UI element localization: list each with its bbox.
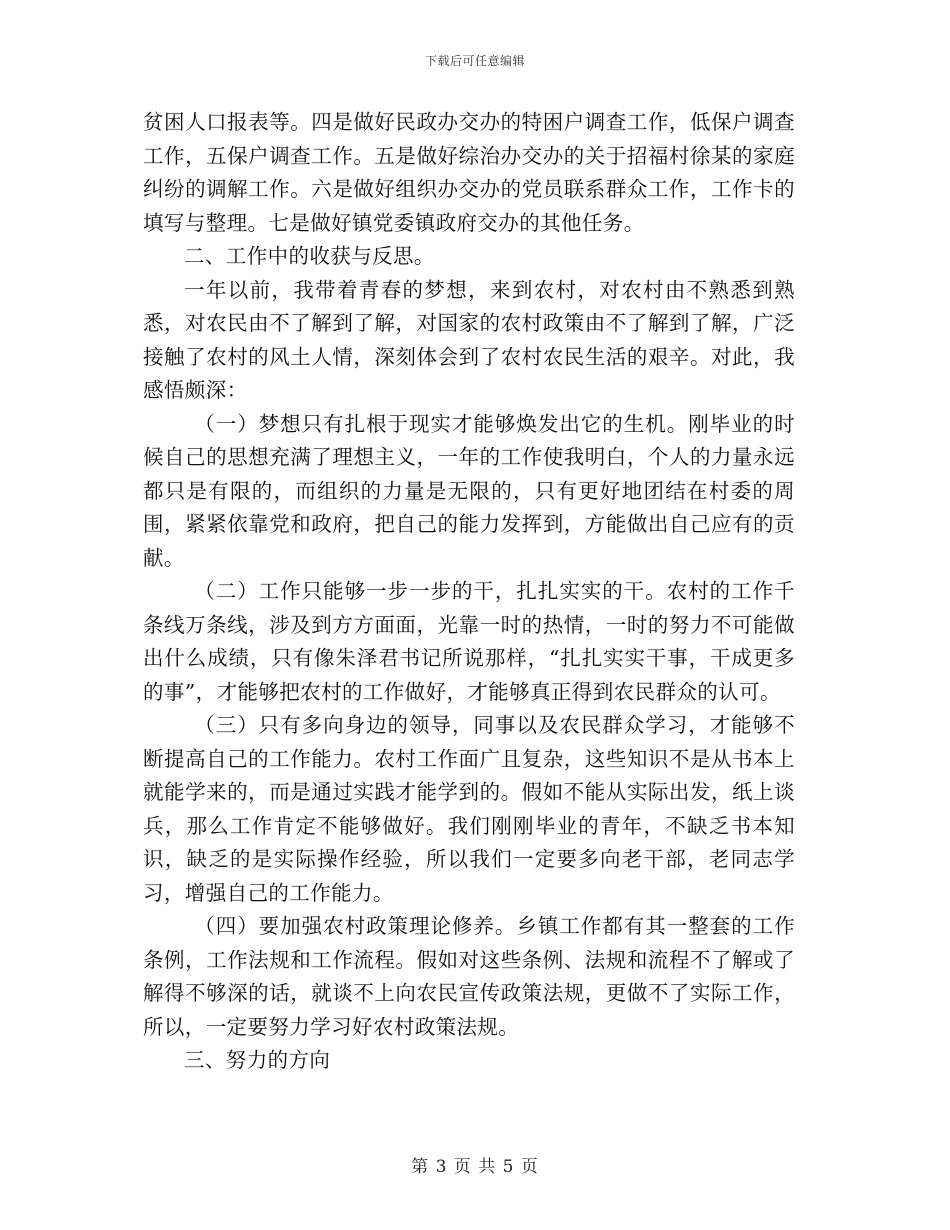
page-header: 下载后可任意编辑 [424, 54, 525, 68]
document-body [143, 106, 795, 1078]
paragraph-item-4: （四）要加强农村政策理论修养。乡镇工作都有其一整套的工作条例，工作法规和工作流程。假如对这些条例、法规和流程不了解或了解得不够深的话，就谈不上向农民宣传政策法规，更做不了实际工作，所以，一定要努力学习好农村政策法规。 [143, 914, 795, 1039]
page-number: 第 3 页 共 5 页 [411, 1157, 539, 1177]
paragraph-3: 一年以前，我带着青春的梦想，来到农村，对农村由不熟悉到熟悉，对农民由不了解到了解，对国家的农村政策由不了解到了解，广泛接触了农村的风土人情，深刻体会到了农村农民生活的艰辛。对此，我感悟颇深： [143, 277, 795, 402]
paragraph-item-2: （二）工作只能够一步一步的干，扎扎实实的干。农村的工作千条线万条线，涉及到方方面面，光靠一时的热情，一时的努力不可能做出什么成绩，只有像朱泽君书记所说那样，“扎扎实实干事，干成更多的事”，才能够把农村的工作做好，才能够真正得到农民群众的认可。 [143, 579, 795, 704]
paragraph-item-3: （三）只有多向身边的领导，同事以及农民群众学习，才能够不断提高自己的工作能力。农村工作面广且复杂，这些知识不是从书本上就能学来的，而是通过实践才能学到的。假如不能从实际出发，纸上谈兵，那么工作肯定不能够做好。我们刚刚毕业的青年，不缺乏书本知识，缺乏的是实际操作经验，所以我们一定要多向老干部，老同志学习，增强自己的工作能力。 [143, 713, 795, 905]
paragraph-item-1: （一）梦想只有扎根于现实才能够焕发出它的生机。刚毕业的时候自己的思想充满了理想主义，一年的工作使我明白，个人的力量永远都只是有限的，而组织的力量是无限的，只有更好地团结在村委的周围，紧紧依靠党和政府，把自己的能力发挥到，方能做出自己应有的贡献。 [143, 411, 795, 570]
section-heading-3: 三、努力的方向 [184, 1048, 331, 1072]
paragraph-1: 贫困人口报表等。四是做好民政办交办的特困户调查工作，低保户调查工作，五保户调查工作。五是做好综治办交办的关于招福村徐某的家庭纠纷的调解工作。六是做好组织办交办的党员联系群众工作，工作卡的填写与整理。七是做好镇党委镇政府交办的其他任务。 [143, 110, 795, 235]
section-heading-2: 二、工作中的收获与反思。 [184, 244, 435, 268]
